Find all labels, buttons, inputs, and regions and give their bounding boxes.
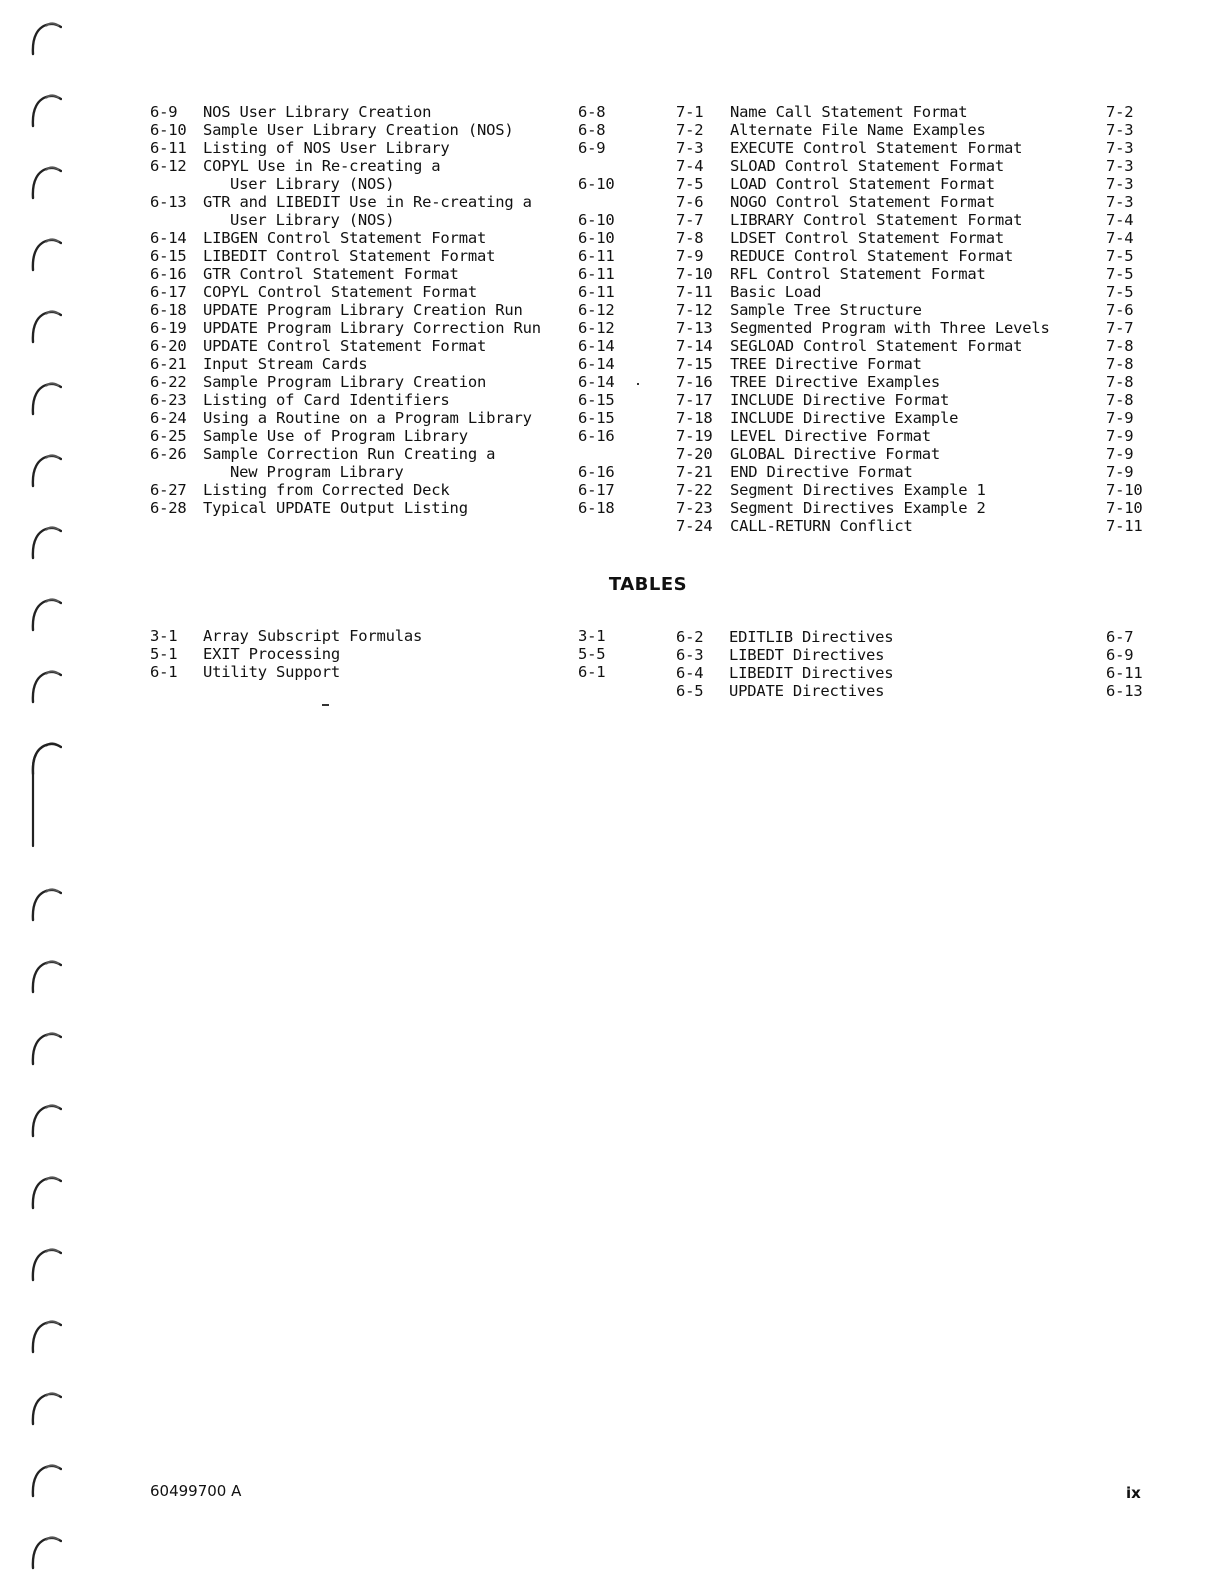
list-item bbox=[150, 645, 620, 663]
list-item bbox=[676, 211, 1146, 229]
list-item bbox=[150, 355, 620, 373]
figure-title: User Library (NOS) bbox=[230, 211, 395, 229]
figure-number: 7-3 bbox=[676, 139, 704, 157]
list-item bbox=[676, 517, 1146, 535]
figure-number: 7-2 bbox=[676, 121, 704, 139]
figure-number: 7-5 bbox=[676, 175, 704, 193]
figure-page: 7-5 bbox=[1106, 247, 1134, 265]
figure-number: 6-15 bbox=[150, 247, 187, 265]
list-item bbox=[676, 265, 1146, 283]
figure-page: 7-3 bbox=[1106, 121, 1134, 139]
list-item bbox=[676, 481, 1146, 499]
table-title: EXIT Processing bbox=[203, 645, 340, 663]
figure-page: 6-11 bbox=[578, 283, 615, 301]
list-item bbox=[676, 193, 1146, 211]
list-item bbox=[676, 229, 1146, 247]
figure-number: 7-16 bbox=[676, 373, 713, 391]
list-item bbox=[150, 319, 620, 337]
figure-number: 7-8 bbox=[676, 229, 704, 247]
figure-page: 7-3 bbox=[1106, 175, 1134, 193]
table-number: 6-4 bbox=[676, 664, 704, 682]
table-title: LIBEDT Directives bbox=[729, 646, 885, 664]
figure-title: UPDATE Program Library Correction Run bbox=[203, 319, 541, 337]
page-number: ix bbox=[1126, 1484, 1141, 1502]
binder-hole-icon bbox=[28, 738, 62, 848]
figure-number: 6-20 bbox=[150, 337, 187, 355]
list-item bbox=[150, 337, 620, 355]
figure-page: 6-12 bbox=[578, 319, 615, 337]
list-item bbox=[676, 682, 1146, 700]
figure-number: 6-22 bbox=[150, 373, 187, 391]
figure-title: Sample Use of Program Library bbox=[203, 427, 468, 445]
binder-hole-icon bbox=[28, 234, 62, 272]
list-item bbox=[676, 463, 1146, 481]
list-item bbox=[150, 373, 620, 391]
figure-number: 6-13 bbox=[150, 193, 187, 211]
figure-number: 7-13 bbox=[676, 319, 713, 337]
list-item bbox=[676, 139, 1146, 157]
figure-page: 6-16 bbox=[578, 463, 615, 481]
binder-hole-icon bbox=[28, 18, 62, 56]
figure-title: LOAD Control Statement Format bbox=[730, 175, 995, 193]
figure-page: 7-3 bbox=[1106, 193, 1134, 211]
figure-title: INCLUDE Directive Example bbox=[730, 409, 959, 427]
figure-number: 6-18 bbox=[150, 301, 187, 319]
table-number: 3-1 bbox=[150, 627, 178, 645]
table-page: 5-5 bbox=[578, 645, 606, 663]
binder-hole-icon bbox=[28, 956, 62, 994]
figure-page: 6-8 bbox=[578, 121, 606, 139]
figure-page: 7-8 bbox=[1106, 337, 1134, 355]
figure-page: 7-11 bbox=[1106, 517, 1143, 535]
table-title: Array Subscript Formulas bbox=[203, 627, 423, 645]
figure-page: 7-9 bbox=[1106, 409, 1134, 427]
figure-number: 7-21 bbox=[676, 463, 713, 481]
figure-title: NOGO Control Statement Format bbox=[730, 193, 995, 211]
document-number: 60499700 A bbox=[150, 1482, 242, 1500]
binder-hole-icon bbox=[28, 1244, 62, 1282]
list-item bbox=[150, 121, 620, 139]
figure-number: 7-24 bbox=[676, 517, 713, 535]
figure-title: Segmented Program with Three Levels bbox=[730, 319, 1050, 337]
figure-page: 7-7 bbox=[1106, 319, 1134, 337]
table-number: 6-1 bbox=[150, 663, 178, 681]
figure-page: 6-10 bbox=[578, 229, 615, 247]
list-item bbox=[150, 427, 620, 445]
binder-hole-icon bbox=[28, 1460, 62, 1498]
binder-hole-icon bbox=[28, 378, 62, 416]
list-item bbox=[676, 247, 1146, 265]
figure-page: 7-8 bbox=[1106, 391, 1134, 409]
figure-page: 7-8 bbox=[1106, 355, 1134, 373]
binder-hole-icon bbox=[28, 1388, 62, 1426]
list-item bbox=[150, 103, 620, 121]
figure-title: INCLUDE Directive Format bbox=[730, 391, 950, 409]
figure-page: 6-10 bbox=[578, 175, 615, 193]
list-item bbox=[676, 445, 1146, 463]
figure-number: 7-6 bbox=[676, 193, 704, 211]
figure-number: 6-11 bbox=[150, 139, 187, 157]
list-item bbox=[676, 391, 1146, 409]
figure-page: 6-15 bbox=[578, 391, 615, 409]
figure-title: LIBGEN Control Statement Format bbox=[203, 229, 487, 247]
list-item bbox=[676, 283, 1146, 301]
list-item bbox=[676, 628, 1146, 646]
figure-number: 7-20 bbox=[676, 445, 713, 463]
binder-hole-icon bbox=[28, 666, 62, 704]
list-item bbox=[676, 373, 1146, 391]
figure-page: 6-12 bbox=[578, 301, 615, 319]
binder-hole-icon bbox=[28, 162, 62, 200]
table-title: Utility Support bbox=[203, 663, 340, 681]
binder-hole-icon bbox=[28, 1028, 62, 1066]
figure-page: 6-10 bbox=[578, 211, 615, 229]
figure-title: Sample User Library Creation (NOS) bbox=[203, 121, 514, 139]
list-item bbox=[150, 663, 620, 681]
figure-number: 7-22 bbox=[676, 481, 713, 499]
list-item bbox=[150, 627, 620, 645]
figure-number: 6-21 bbox=[150, 355, 187, 373]
figure-number: 6-26 bbox=[150, 445, 187, 463]
binder-hole-icon bbox=[28, 1172, 62, 1210]
figure-title: SEGLOAD Control Statement Format bbox=[730, 337, 1023, 355]
figure-number: 6-23 bbox=[150, 391, 187, 409]
tables-heading: TABLES bbox=[608, 574, 688, 595]
figure-title: UPDATE Control Statement Format bbox=[203, 337, 487, 355]
figure-page: 6-11 bbox=[578, 265, 615, 283]
list-item bbox=[150, 445, 620, 463]
figure-number: 6-9 bbox=[150, 103, 178, 121]
figure-title: Alternate File Name Examples bbox=[730, 121, 986, 139]
list-item bbox=[676, 499, 1146, 517]
figure-number: 7-19 bbox=[676, 427, 713, 445]
list-item bbox=[150, 265, 620, 283]
figure-title: NOS User Library Creation bbox=[203, 103, 432, 121]
figure-number: 6-24 bbox=[150, 409, 187, 427]
binder-hole-icon bbox=[28, 90, 62, 128]
figure-title: LIBRARY Control Statement Format bbox=[730, 211, 1023, 229]
figure-page: 6-14 bbox=[578, 373, 615, 391]
list-item bbox=[676, 175, 1146, 193]
list-item bbox=[676, 664, 1146, 682]
figure-title: Segment Directives Example 2 bbox=[730, 499, 986, 517]
list-item bbox=[676, 337, 1146, 355]
figure-number: 7-1 bbox=[676, 103, 704, 121]
figure-page: 7-3 bbox=[1106, 139, 1134, 157]
figure-title: GTR and LIBEDIT Use in Re-creating a bbox=[203, 193, 532, 211]
figure-title: GLOBAL Directive Format bbox=[730, 445, 941, 463]
figure-number: 6-16 bbox=[150, 265, 187, 283]
list-item bbox=[150, 391, 620, 409]
figure-title: CALL-RETURN Conflict bbox=[730, 517, 913, 535]
list-item bbox=[150, 193, 620, 211]
figure-title: Listing from Corrected Deck bbox=[203, 481, 450, 499]
figure-number: 7-9 bbox=[676, 247, 704, 265]
figure-number: 7-15 bbox=[676, 355, 713, 373]
table-number: 6-3 bbox=[676, 646, 704, 664]
figure-title: User Library (NOS) bbox=[230, 175, 395, 193]
table-page: 6-9 bbox=[1106, 646, 1134, 664]
figure-title: TREE Directive Format bbox=[730, 355, 922, 373]
list-item bbox=[150, 139, 620, 157]
figure-page: 7-9 bbox=[1106, 445, 1134, 463]
figure-title: Listing of NOS User Library bbox=[203, 139, 450, 157]
figure-title: Listing of Card Identifiers bbox=[203, 391, 450, 409]
figure-number: 6-25 bbox=[150, 427, 187, 445]
figure-number: 6-12 bbox=[150, 157, 187, 175]
list-item bbox=[150, 283, 620, 301]
table-page: 6-11 bbox=[1106, 664, 1143, 682]
list-item bbox=[150, 409, 620, 427]
figure-number: 6-10 bbox=[150, 121, 187, 139]
figure-title: GTR Control Statement Format bbox=[203, 265, 459, 283]
figure-title: Using a Routine on a Program Library bbox=[203, 409, 532, 427]
figure-title: New Program Library bbox=[230, 463, 404, 481]
figure-page: 6-9 bbox=[578, 139, 606, 157]
figure-page: 6-17 bbox=[578, 481, 615, 499]
figure-title: LDSET Control Statement Format bbox=[730, 229, 1004, 247]
figure-title: COPYL Control Statement Format bbox=[203, 283, 477, 301]
list-item bbox=[676, 646, 1146, 664]
list-item bbox=[150, 463, 620, 481]
figure-title: UPDATE Program Library Creation Run bbox=[203, 301, 523, 319]
list-item bbox=[676, 409, 1146, 427]
list-item bbox=[676, 157, 1146, 175]
tables-list-left bbox=[150, 627, 620, 681]
table-number: 6-2 bbox=[676, 628, 704, 646]
figure-number: 6-28 bbox=[150, 499, 187, 517]
figure-page: 7-5 bbox=[1106, 265, 1134, 283]
table-page: 6-13 bbox=[1106, 682, 1143, 700]
figure-title: LIBEDIT Control Statement Format bbox=[203, 247, 496, 265]
figure-title: EXECUTE Control Statement Format bbox=[730, 139, 1023, 157]
figure-number: 7-4 bbox=[676, 157, 704, 175]
figure-title: Input Stream Cards bbox=[203, 355, 368, 373]
figure-page: 7-9 bbox=[1106, 463, 1134, 481]
figure-number: 6-27 bbox=[150, 481, 187, 499]
list-item bbox=[150, 481, 620, 499]
figure-page: 7-4 bbox=[1106, 229, 1134, 247]
figure-number: 7-10 bbox=[676, 265, 713, 283]
list-item bbox=[676, 319, 1146, 337]
figure-page: 7-3 bbox=[1106, 157, 1134, 175]
table-number: 6-5 bbox=[676, 682, 704, 700]
table-page: 6-1 bbox=[578, 663, 606, 681]
figure-page: 6-18 bbox=[578, 499, 615, 517]
list-item bbox=[150, 301, 620, 319]
figure-title: Typical UPDATE Output Listing bbox=[203, 499, 468, 517]
binder-hole-icon bbox=[28, 522, 62, 560]
figure-title: END Directive Format bbox=[730, 463, 913, 481]
figure-page: 6-16 bbox=[578, 427, 615, 445]
list-item bbox=[676, 301, 1146, 319]
list-item bbox=[676, 103, 1146, 121]
binder-hole-icon bbox=[28, 1316, 62, 1354]
figure-page: 7-6 bbox=[1106, 301, 1134, 319]
figure-title: LEVEL Directive Format bbox=[730, 427, 931, 445]
figure-number: 7-7 bbox=[676, 211, 704, 229]
list-item bbox=[150, 157, 620, 175]
table-number: 5-1 bbox=[150, 645, 178, 663]
list-item bbox=[676, 355, 1146, 373]
figure-title: Sample Correction Run Creating a bbox=[203, 445, 496, 463]
figure-title: Sample Tree Structure bbox=[730, 301, 922, 319]
figure-title: Name Call Statement Format bbox=[730, 103, 968, 121]
figure-page: 7-5 bbox=[1106, 283, 1134, 301]
list-item bbox=[676, 121, 1146, 139]
list-item bbox=[150, 211, 620, 229]
list-item bbox=[150, 247, 620, 265]
table-page: 3-1 bbox=[578, 627, 606, 645]
list-item bbox=[676, 427, 1146, 445]
figure-page: 7-9 bbox=[1106, 427, 1134, 445]
scan-speck bbox=[637, 383, 639, 385]
figure-title: Segment Directives Example 1 bbox=[730, 481, 986, 499]
figure-number: 7-17 bbox=[676, 391, 713, 409]
figure-page: 7-10 bbox=[1106, 499, 1143, 517]
tables-list-right bbox=[676, 628, 1146, 700]
figure-title: Basic Load bbox=[730, 283, 822, 301]
figure-number: 6-19 bbox=[150, 319, 187, 337]
figure-page: 7-2 bbox=[1106, 103, 1134, 121]
figure-page: 6-14 bbox=[578, 355, 615, 373]
figure-title: RFL Control Statement Format bbox=[730, 265, 986, 283]
binder-hole-icon bbox=[28, 594, 62, 632]
figure-number: 7-12 bbox=[676, 301, 713, 319]
figure-title: COPYL Use in Re-creating a bbox=[203, 157, 441, 175]
table-title: EDITLIB Directives bbox=[729, 628, 894, 646]
figure-title: SLOAD Control Statement Format bbox=[730, 157, 1004, 175]
binder-hole-icon bbox=[28, 1532, 62, 1570]
figure-number: 7-14 bbox=[676, 337, 713, 355]
figure-number: 7-23 bbox=[676, 499, 713, 517]
list-item bbox=[150, 499, 620, 517]
figures-list-left bbox=[150, 103, 620, 517]
figure-title: REDUCE Control Statement Format bbox=[730, 247, 1014, 265]
table-page: 6-7 bbox=[1106, 628, 1134, 646]
figure-page: 7-8 bbox=[1106, 373, 1134, 391]
figure-title: TREE Directive Examples bbox=[730, 373, 941, 391]
figure-number: 6-17 bbox=[150, 283, 187, 301]
figure-page: 6-14 bbox=[578, 337, 615, 355]
figures-list-right bbox=[676, 103, 1146, 535]
figure-number: 7-18 bbox=[676, 409, 713, 427]
figure-page: 7-4 bbox=[1106, 211, 1134, 229]
binder-hole-icon bbox=[28, 1100, 62, 1138]
scan-speck bbox=[322, 704, 329, 706]
figure-page: 6-15 bbox=[578, 409, 615, 427]
figure-title: Sample Program Library Creation bbox=[203, 373, 487, 391]
figure-page: 6-11 bbox=[578, 247, 615, 265]
table-title: UPDATE Directives bbox=[729, 682, 885, 700]
figure-number: 6-14 bbox=[150, 229, 187, 247]
binder-hole-icon bbox=[28, 306, 62, 344]
figure-page: 7-10 bbox=[1106, 481, 1143, 499]
figure-page: 6-8 bbox=[578, 103, 606, 121]
list-item bbox=[150, 229, 620, 247]
figure-number: 7-11 bbox=[676, 283, 713, 301]
binder-hole-icon bbox=[28, 884, 62, 922]
binder-hole-icon bbox=[28, 450, 62, 488]
table-title: LIBEDIT Directives bbox=[729, 664, 894, 682]
list-item bbox=[150, 175, 620, 193]
